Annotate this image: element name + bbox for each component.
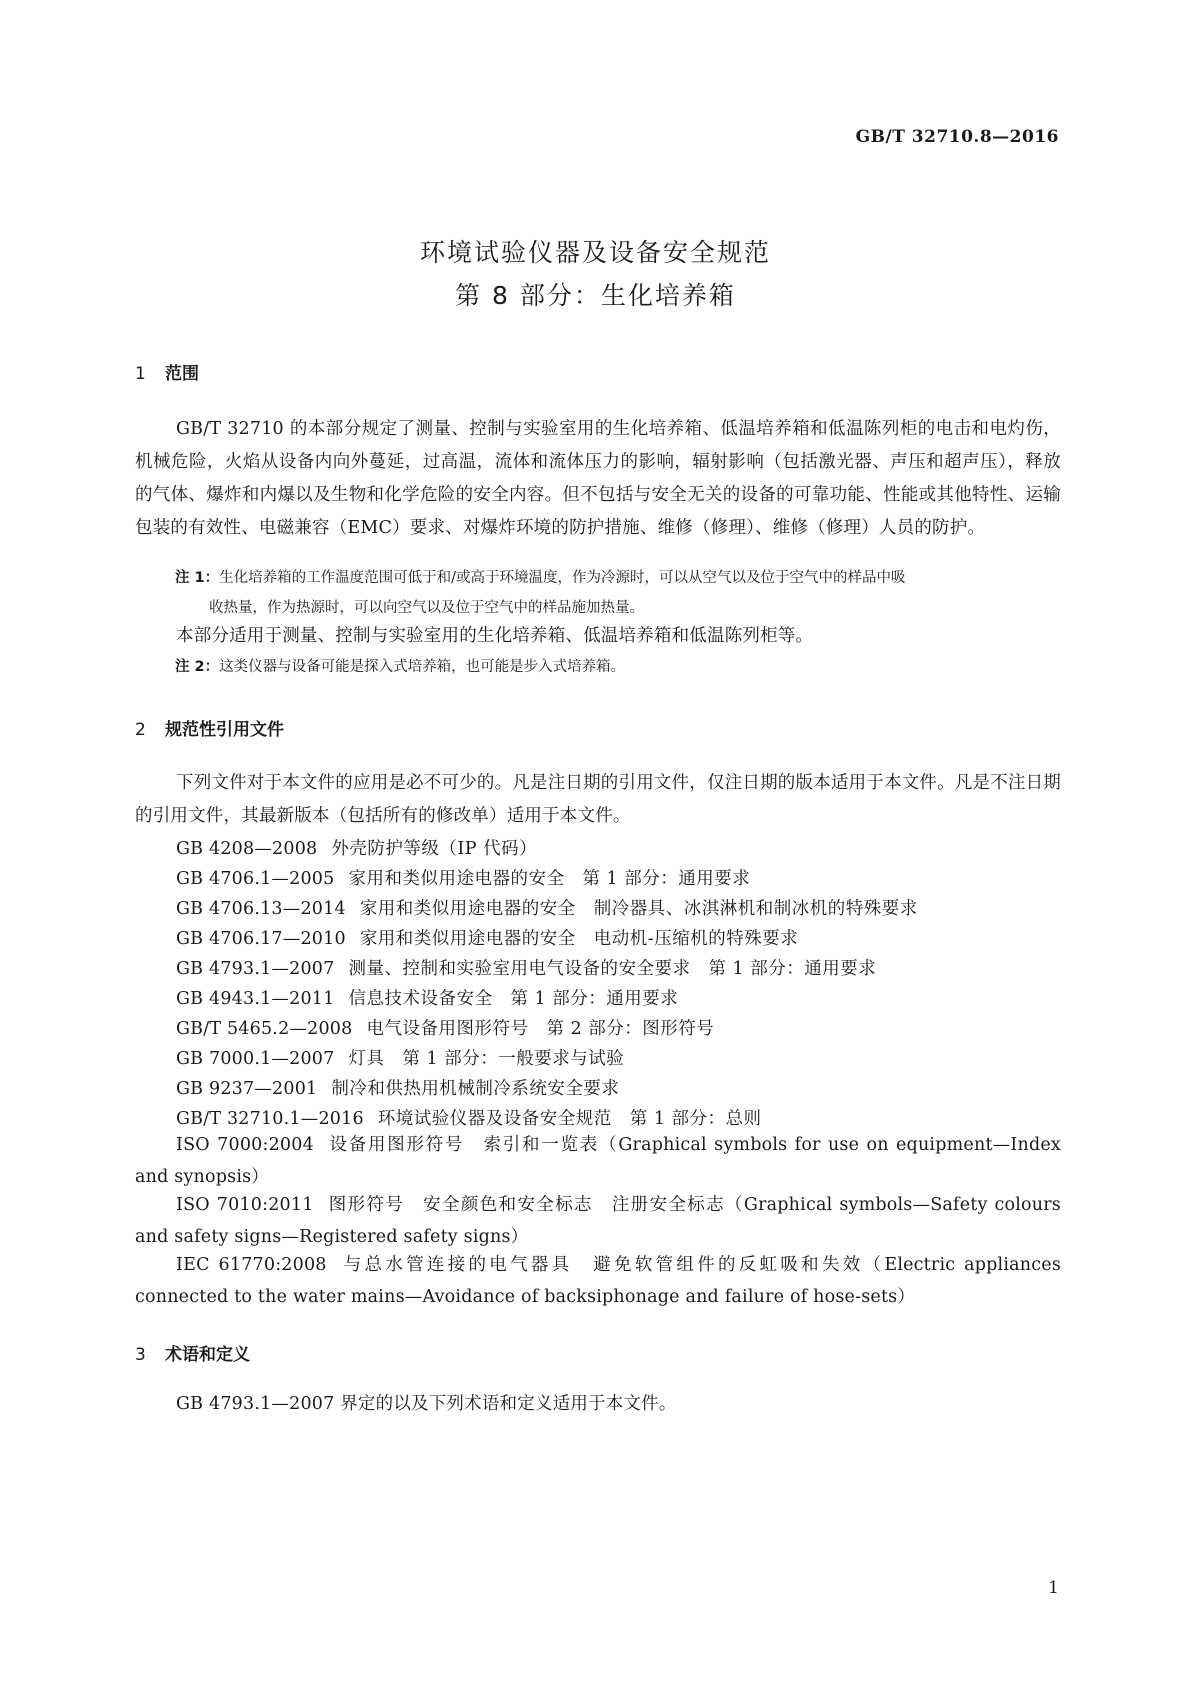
reference-title: 家用和类似用途电器的安全 电动机-压缩机的特殊要求 <box>359 929 799 949</box>
reference-code: ISO 7010:2011 <box>176 1195 314 1215</box>
note-text: 这类仪器与设备可能是探入式培养箱，也可能是步入式培养箱。 <box>219 659 626 675</box>
section-3-heading <box>135 1340 250 1365</box>
note-text: 生化培养箱的工作温度范围可低于和/或高于环境温度，作为冷源时，可以从空气以及位于空气中的样品中吸 <box>219 570 906 586</box>
scope-applicability-paragraph: 本部分适用于测量、控制与实验室用的生化培养箱、低温培养箱和低温陈列柜等。 <box>176 626 814 646</box>
reference-item <box>135 1249 1061 1313</box>
reference-title: 家用和类似用途电器的安全 第 1 部分：通用要求 <box>348 869 751 889</box>
reference-item <box>176 1105 762 1130</box>
reference-title: 与总水管连接的电气器具 避免软管组件的反虹吸和失效（Electric appliances connected to the water mains—Avoidance of backsiphonage and failure of hose-sets） <box>135 1255 1061 1307</box>
note-label: 注 1： <box>175 570 220 586</box>
section-title: 术语和定义 <box>165 1345 250 1365</box>
scope-paragraph: GB/T 32710 的本部分规定了测量、控制与实验室用的生化培养箱、低温培养箱和低温陈列柜的电击和电灼伤，机械危险，火焰从设备内向外蔓延，过高温，流体和流体压力的影响，辐射影响（包括激光器、声压和超声压），释放的气体、爆炸和内爆以及生物和化学危险的安全内容。但不包括与安全无关的设备的可靠功能、性能或其他特性、运输包装的有效性、电磁兼容（EMC）要求、对爆炸环境的防护措施、维修（修理）、维修（修理）人员的防护。 <box>135 419 1061 538</box>
reference-title: 制冷和供热用机械制冷系统安全要求 <box>331 1079 620 1099</box>
section-title: 规范性引用文件 <box>165 720 284 740</box>
references-intro: 下列文件对于本文件的应用是必不可少的。凡是注日期的引用文件，仅注日期的版本适用于本文件。凡是不注日期的引用文件，其最新版本（包括所有的修改单）适用于本文件。 <box>135 773 1061 826</box>
reference-title: 图形符号 安全颜色和安全标志 注册安全标志（Graphical symbols—Safety colours and safety signs—Registered safety signs） <box>135 1195 1061 1247</box>
note-label: 注 2： <box>175 659 220 675</box>
reference-code: GB 4706.1—2005 <box>176 869 335 889</box>
section-number: 1 <box>135 364 146 384</box>
reference-title: 家用和类似用途电器的安全 制冷器具、冰淇淋机和制冰机的特殊要求 <box>359 899 918 919</box>
reference-title: 环境试验仪器及设备安全规范 第 1 部分：总则 <box>377 1109 762 1129</box>
reference-item <box>176 1015 714 1040</box>
reference-title: 外壳防护等级（IP 代码） <box>331 839 538 859</box>
note-1 <box>175 563 1061 623</box>
reference-code: IEC 61770:2008 <box>176 1255 327 1275</box>
reference-item <box>176 1075 619 1100</box>
reference-item <box>176 865 750 890</box>
note-text-continued: 收热量，作为热源时，可以向空气以及位于空气中的样品施加热量。 <box>209 600 644 616</box>
reference-code: GB 9237—2001 <box>176 1079 318 1099</box>
reference-item <box>176 925 798 950</box>
section-1-heading <box>135 359 199 384</box>
terms-paragraph: GB 4793.1—2007 界定的以及下列术语和定义适用于本文件。 <box>176 1394 677 1414</box>
reference-item <box>176 985 678 1010</box>
reference-item <box>135 1189 1061 1253</box>
reference-code: GB/T 32710.1—2016 <box>176 1109 364 1129</box>
reference-code: GB 4706.17—2010 <box>176 929 346 949</box>
reference-title: 信息技术设备安全 第 1 部分：通用要求 <box>348 989 679 1009</box>
document-title-line1: 环境试验仪器及设备安全规范 <box>419 238 771 267</box>
section-number: 3 <box>135 1345 146 1365</box>
reference-code: GB 4706.13—2014 <box>176 899 346 919</box>
note-2 <box>175 652 1061 682</box>
section-2-heading <box>135 715 284 740</box>
reference-code: GB 7000.1—2007 <box>176 1049 335 1069</box>
reference-item <box>176 895 918 920</box>
reference-item <box>135 1129 1061 1193</box>
reference-code: GB 4208—2008 <box>176 839 318 859</box>
reference-code: GB 4793.1—2007 <box>176 959 335 979</box>
reference-code: ISO 7000:2004 <box>176 1135 314 1155</box>
reference-title: 灯具 第 1 部分：一般要求与试验 <box>348 1049 625 1069</box>
reference-item <box>176 835 537 860</box>
reference-code: GB 4943.1—2011 <box>176 989 335 1009</box>
reference-code: GB/T 5465.2—2008 <box>176 1019 353 1039</box>
reference-item <box>176 955 876 980</box>
reference-title: 测量、控制和实验室用电气设备的安全要求 第 1 部分：通用要求 <box>348 959 877 979</box>
reference-title: 设备用图形符号 索引和一览表（Graphical symbols for use on equipment—Index and synopsis） <box>135 1135 1061 1187</box>
standard-code: GB/T 32710.8—2016 <box>855 127 1059 147</box>
document-title-line2: 第 8 部分：生化培养箱 <box>455 281 736 310</box>
page-number: 1 <box>1048 1578 1059 1598</box>
section-number: 2 <box>135 720 146 740</box>
reference-item <box>176 1045 624 1070</box>
reference-title: 电气设备用图形符号 第 2 部分：图形符号 <box>366 1019 715 1039</box>
section-title: 范围 <box>165 364 199 384</box>
